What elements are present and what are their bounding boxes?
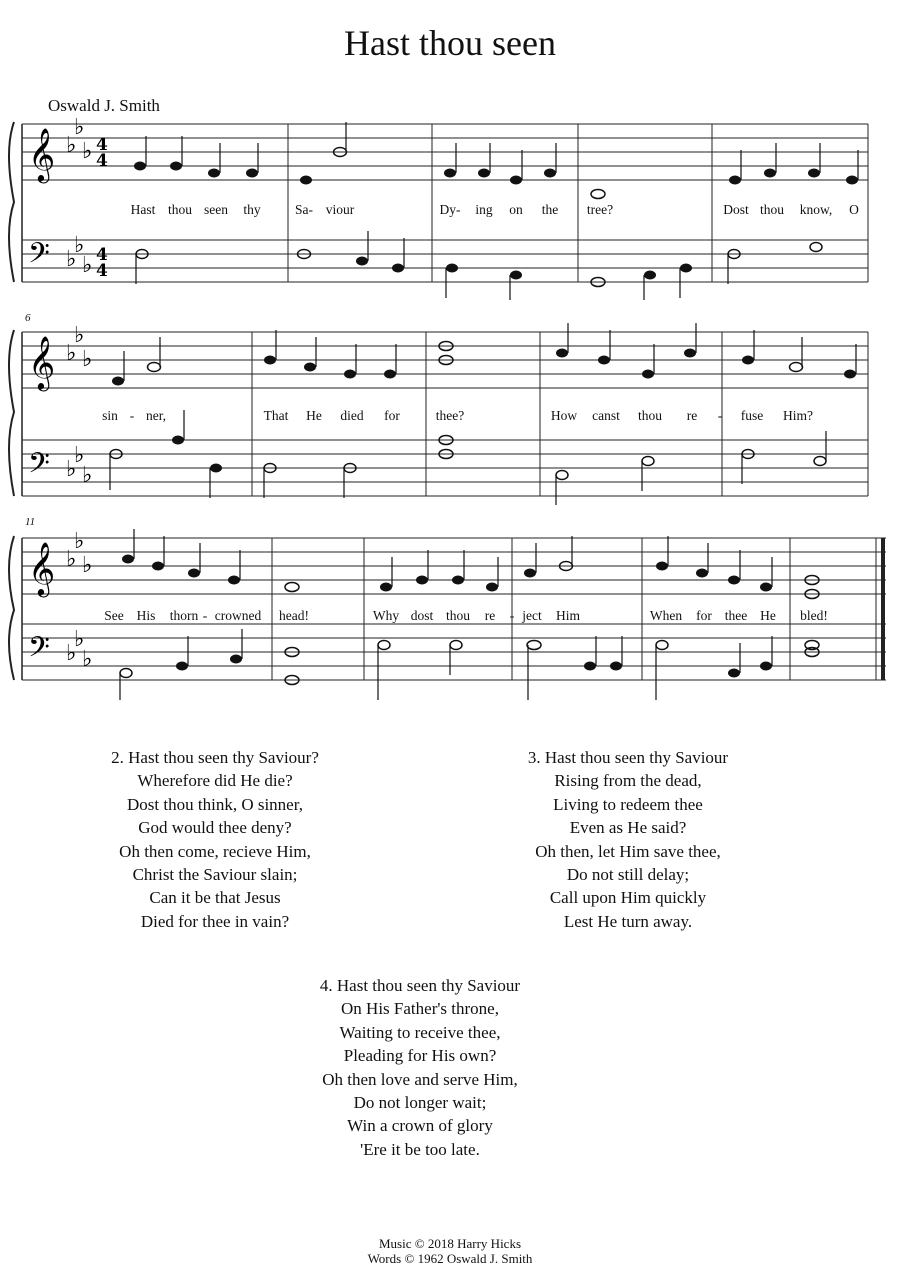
lyric-syllable: seen xyxy=(204,202,228,217)
lyric-syllable: dost xyxy=(410,608,434,623)
copyright-block xyxy=(0,1236,900,1266)
verse-line: Christ the Saviour slain; xyxy=(132,865,298,885)
verse-line: Do not longer wait; xyxy=(353,1093,487,1113)
author-credit: Oswald J. Smith xyxy=(48,96,160,115)
svg-text:♭: ♭ xyxy=(74,529,85,554)
verse-line: Oh then, let Him save thee, xyxy=(535,841,721,861)
svg-text:♭: ♭ xyxy=(82,139,93,164)
verse-line: 'Ere it be too late. xyxy=(360,1139,480,1159)
verse-line: Rising from the dead, xyxy=(554,771,702,791)
lyric-syllable: ing xyxy=(475,202,493,217)
verse-line: 4. Hast thou seen thy Saviour xyxy=(319,976,521,995)
verse-line: Living to redeem thee xyxy=(553,794,703,814)
svg-text:4: 4 xyxy=(96,151,108,171)
svg-text:♭: ♭ xyxy=(82,253,93,278)
svg-text:♭: ♭ xyxy=(74,627,85,652)
svg-text:♭: ♭ xyxy=(74,443,85,468)
lyric-syllable: for xyxy=(696,608,712,623)
svg-text:♭: ♭ xyxy=(66,247,77,272)
verse-line: 2. Hast thou seen thy Saviour? xyxy=(111,748,319,767)
lyric-syllable: thou xyxy=(759,202,785,217)
verse-line: Call upon Him quickly xyxy=(549,888,707,908)
svg-text:♭: ♭ xyxy=(66,133,77,158)
verse-line: Even as He said? xyxy=(569,818,687,838)
lyric-syllable: know, xyxy=(799,202,833,217)
lyric-syllable: canst xyxy=(592,408,620,423)
verse-line: Oh then love and serve Him, xyxy=(322,1069,518,1089)
lyric-syllable: - xyxy=(202,608,208,623)
lyric-syllable: - xyxy=(129,408,135,423)
lyric-syllable: thou xyxy=(637,408,663,423)
page-title: Hast thou seen xyxy=(344,23,556,63)
verse-line: Can it be that Jesus xyxy=(149,888,281,908)
lyric-syllable: When xyxy=(649,608,683,623)
lyric-syllable: thee? xyxy=(435,408,465,423)
verse-line: Lest He turn away. xyxy=(563,911,693,931)
svg-text:♭: ♭ xyxy=(66,341,77,366)
lyric-syllable: Him? xyxy=(783,408,813,423)
svg-text:♭: ♭ xyxy=(66,457,77,482)
measure-number: 6 xyxy=(25,312,31,324)
lyric-syllable: See xyxy=(104,608,124,623)
lyric-syllable: ject xyxy=(522,608,542,623)
lyric-syllable: - xyxy=(509,608,515,623)
lyric-syllable: How xyxy=(550,408,578,423)
lyric-syllable: O xyxy=(849,202,859,217)
verse-2 xyxy=(65,746,365,933)
lyric-syllable: re xyxy=(484,608,496,623)
svg-text:♭: ♭ xyxy=(82,347,93,372)
lyric-syllable: Dost xyxy=(723,202,749,217)
lyric-syllable: He xyxy=(306,408,322,423)
lyric-syllable: tree? xyxy=(586,202,614,217)
lyric-syllable: ner, xyxy=(145,408,167,423)
lyric-syllable: re xyxy=(686,408,698,423)
lyric-syllable: viour xyxy=(325,202,355,217)
verse-line: 3. Hast thou seen thy Saviour xyxy=(527,748,729,767)
svg-text:𝄢: 𝄢 xyxy=(28,631,50,671)
lyric-syllable: fuse xyxy=(740,408,764,423)
verse-line: Win a crown of glory xyxy=(347,1116,493,1136)
verse-4 xyxy=(270,974,570,1161)
measure-number: 11 xyxy=(25,516,36,528)
lyric-syllable: thorn xyxy=(169,608,199,623)
lyric-syllable: Him xyxy=(555,608,581,623)
lyric-syllable: died xyxy=(340,408,364,423)
verse-line: Dost thou think, O sinner, xyxy=(127,794,303,814)
svg-text:4: 4 xyxy=(96,135,108,155)
words-copyright: Words © 1962 Oswald J. Smith xyxy=(367,1251,533,1266)
verse-line: God would thee deny? xyxy=(138,818,292,838)
svg-text:♭: ♭ xyxy=(82,553,93,578)
svg-text:♭: ♭ xyxy=(82,647,93,672)
svg-text:𝄞: 𝄞 xyxy=(28,541,56,595)
svg-text:♭: ♭ xyxy=(74,233,85,258)
lyric-syllable: sin xyxy=(102,408,118,423)
lyric-syllable: Sa- xyxy=(295,202,313,217)
lyric-syllable: head! xyxy=(279,608,309,623)
lyric-syllable: on xyxy=(509,202,523,217)
verse-line: Oh then come, recieve Him, xyxy=(119,841,311,861)
svg-text:♭: ♭ xyxy=(66,547,77,572)
verse-line: Wherefore did He die? xyxy=(137,771,293,791)
verse-line: Do not still delay; xyxy=(566,865,690,885)
lyric-syllable: - xyxy=(717,408,723,423)
verse-line: On His Father's throne, xyxy=(341,999,499,1019)
svg-text:♭: ♭ xyxy=(74,323,85,348)
lyric-syllable: thee xyxy=(724,608,748,623)
lyric-syllable: His xyxy=(136,608,156,623)
lyric-syllable: the xyxy=(541,202,559,217)
svg-text:𝄞: 𝄞 xyxy=(28,127,56,181)
lyric-syllable: That xyxy=(263,408,289,423)
verse-3 xyxy=(478,746,778,933)
svg-text:𝄢: 𝄢 xyxy=(28,447,50,487)
lyric-syllable: Why xyxy=(372,608,400,623)
verse-line: Died for thee in vain? xyxy=(140,911,290,931)
svg-text:♭: ♭ xyxy=(82,463,93,488)
lyric-syllable: bled! xyxy=(800,608,828,623)
lyric-syllable: thy xyxy=(243,202,261,217)
lyric-syllable: Hast xyxy=(130,202,156,217)
lyric-syllable: Dy- xyxy=(439,202,461,217)
lyric-syllable: thou xyxy=(445,608,471,623)
lyric-syllable: for xyxy=(384,408,400,423)
lyric-syllable: He xyxy=(760,608,776,623)
lyric-syllable: thou xyxy=(167,202,193,217)
svg-text:4: 4 xyxy=(96,261,108,281)
lyric-syllable: crowned xyxy=(214,608,262,623)
svg-text:♭: ♭ xyxy=(74,115,85,140)
svg-text:♭: ♭ xyxy=(66,641,77,666)
svg-text:𝄞: 𝄞 xyxy=(28,335,56,389)
svg-text:𝄢: 𝄢 xyxy=(28,237,50,277)
svg-text:4: 4 xyxy=(96,245,108,265)
verse-line: Pleading for His own? xyxy=(343,1046,497,1066)
verse-line: Waiting to receive thee, xyxy=(339,1022,501,1042)
music-copyright: Music © 2018 Harry Hicks xyxy=(378,1236,522,1251)
